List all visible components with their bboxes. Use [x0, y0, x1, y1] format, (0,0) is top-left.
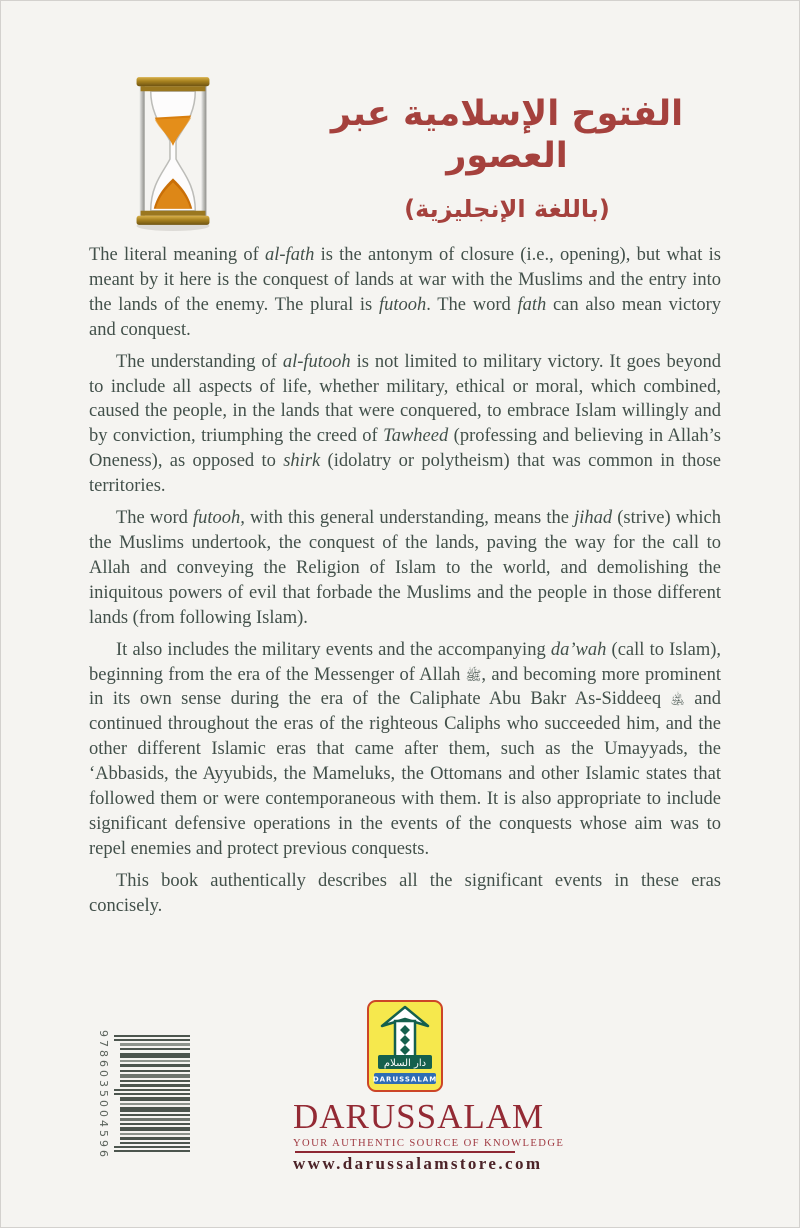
badge-banner-label: DARUSSALAM — [372, 1075, 438, 1084]
badge-arabic-name: دار السلام — [383, 1058, 427, 1069]
publisher-name: DARUSSALAM — [293, 1097, 545, 1136]
title-block — [279, 93, 735, 223]
isbn-barcode — [96, 1029, 192, 1161]
body-paragraph: The word futooh, with this general understanding, means the jihad (strive) which the Muslims undertook, the conquest of the lands, paving the way for the call to Allah and conveying the Religion of Islam to the world, and demolishing the iniquitous powers of evil that forbade the Muslims and the people in those different lands (from following Islam). — [89, 508, 721, 628]
isbn-number: 9786035004596 — [97, 1030, 110, 1160]
hourglass-icon — [121, 71, 225, 233]
body-paragraph: This book authentically describes all the significant events in these eras concisely. — [89, 870, 721, 916]
header — [1, 1, 799, 241]
publisher-tagline: YOUR AUTHENTIC SOURCE OF KNOWLEDGE — [293, 1138, 565, 1149]
book-subtitle-arabic: (باللغة الإنجليزية) — [404, 195, 610, 223]
darussalam-logo-badge — [366, 999, 444, 1093]
barcode-bars — [96, 1029, 192, 1161]
book-title-arabic: الفتوح الإسلامية عبر العصور — [330, 94, 684, 176]
body-paragraph: The literal meaning of al-fath is the antonym of closure (i.e., opening), but what is meant by it here is the conquest of lands at war with the Muslims and the entry into the lands of the enemy. The plural is futooh. The word fath can also mean victory and conquest. — [89, 245, 721, 340]
divider — [295, 1151, 515, 1153]
publisher-block — [293, 999, 565, 1174]
body-paragraph: The understanding of al-futooh is not limited to military victory. It goes beyond to include all aspects of life, whether military, ethical or moral, which combined, caused the people, in the lands that were conquered, to embrace Islam willingly and by conviction, triumphing the creed of Tawheed (professing and believing in Allah’s Oneness), as opposed to shirk (idolatry or polytheism) that was common in those territories. — [89, 351, 722, 497]
body-paragraph: It also includes the military events and the accompanying da’wah (call to Islam), beginning from the era of the Messenger of Allah ﷺ, and becoming more prominent in its own sense during the era of the Caliphate Abu Bakr As-Siddeeq ﵁ and continued throughout the eras of the righteous Caliphs who succeeded him, and the other different Islamic eras that came after them, such as the Umayyads, the ‘Abbasids, the Ayyubids, the Mameluks, the Ottomans and other Islamic states that followed them or were contemporaneous with them. It is also appropriate to include significant defensive operations in the events of the conquests whose aim was to repel enemies and protect previous conquests. — [89, 639, 722, 859]
back-cover-text — [89, 243, 721, 926]
publisher-website: www.darussalamstore.com — [293, 1154, 543, 1173]
